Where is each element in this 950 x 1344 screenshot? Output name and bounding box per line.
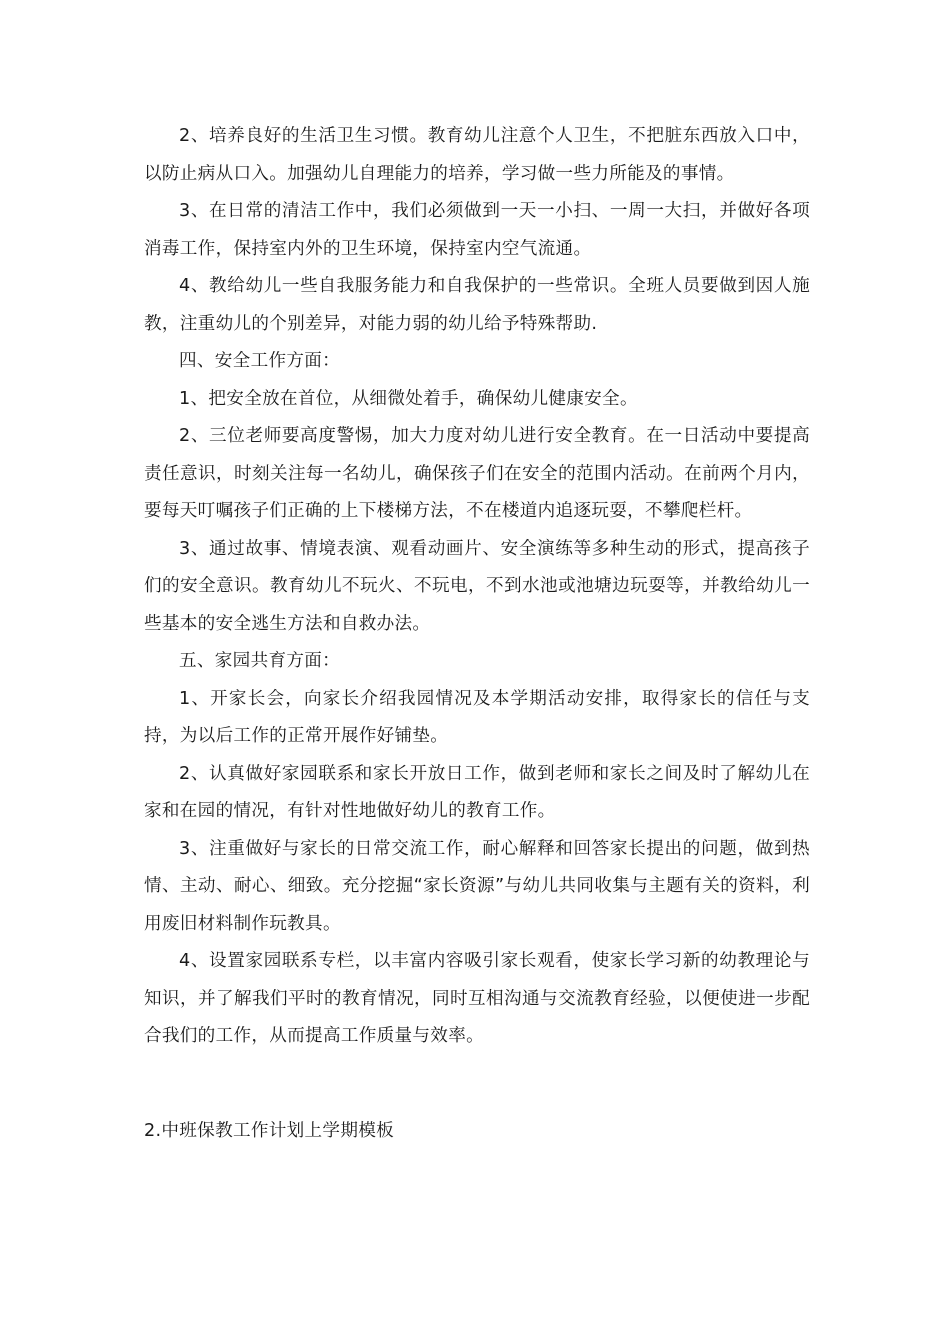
section-heading-safety: 四、安全工作方面： [179,351,341,371]
paragraph-self-care: 4、教给幼儿一些自我服务能力和自我保护的一些常识。全班人员要做到因人施教，注重幼儿的个别差异，对能力弱的幼儿给予特殊帮助. [144,276,810,334]
paragraph-cleaning-work: 3、在日常的清洁工作中，我们必须做到一天一小扫、一周一大扫，并做好各项消毒工作，保持室内外的卫生环境，保持室内空气流通。 [144,201,810,259]
paragraph-bulletin-board: 4、设置家园联系专栏，以丰富内容吸引家长观看，使家长学习新的幼教理论与知识，并了解我们平时的教育情况，同时互相沟通与交流教育经验，以便使进一步配合我们的工作，从而提高工作质量与效率。 [144,951,810,1046]
document-body [144,118,810,1056]
next-document-title: 2.中班保教工作计划上学期模板 [144,1121,395,1141]
paragraph-teacher-vigilance: 2、三位老师要高度警惕，加大力度对幼儿进行安全教育。在一日活动中要提高责任意识，时刻关注每一名幼儿，确保孩子们在安全的范围内活动。在前两个月内，要每天叮嘱孩子们正确的上下楼梯方法，不在楼道内追逐玩耍，不攀爬栏杆。 [144,426,810,521]
paragraph-safety-awareness: 3、通过故事、情境表演、观看动画片、安全演练等多种生动的形式，提高孩子们的安全意识。教育幼儿不玩火、不玩电，不到水池或池塘边玩耍等，并教给幼儿一些基本的安全逃生方法和自救办法。 [144,538,810,634]
paragraph-daily-communication: 3、注重做好与家长的日常交流工作，耐心解释和回答家长提出的问题，做到热情、主动、耐心、细致。充分挖掘“家长资源”与幼儿共同收集与主题有关的资料，利用废旧材料制作玩教具。 [144,838,810,934]
section-heading-home-school: 五、家园共育方面： [179,651,341,671]
paragraph-open-day: 2、认真做好家园联系和家长开放日工作，做到老师和家长之间及时了解幼儿在家和在园的情况，有针对性地做好幼儿的教育工作。 [144,763,810,821]
paragraph-safety-first: 1、把安全放在首位，从细微处着手，确保幼儿健康安全。 [179,388,638,409]
paragraph-parent-meeting: 1、开家长会，向家长介绍我园情况及本学期活动安排，取得家长的信任与支持，为以后工作的正常开展作好铺垫。 [144,688,810,746]
paragraph-hygiene-habits: 2、培养良好的生活卫生习惯。教育幼儿注意个人卫生，不把脏东西放入口中，以防止病从口入。加强幼儿自理能力的培养，学习做一些力所能及的事情。 [144,126,810,184]
